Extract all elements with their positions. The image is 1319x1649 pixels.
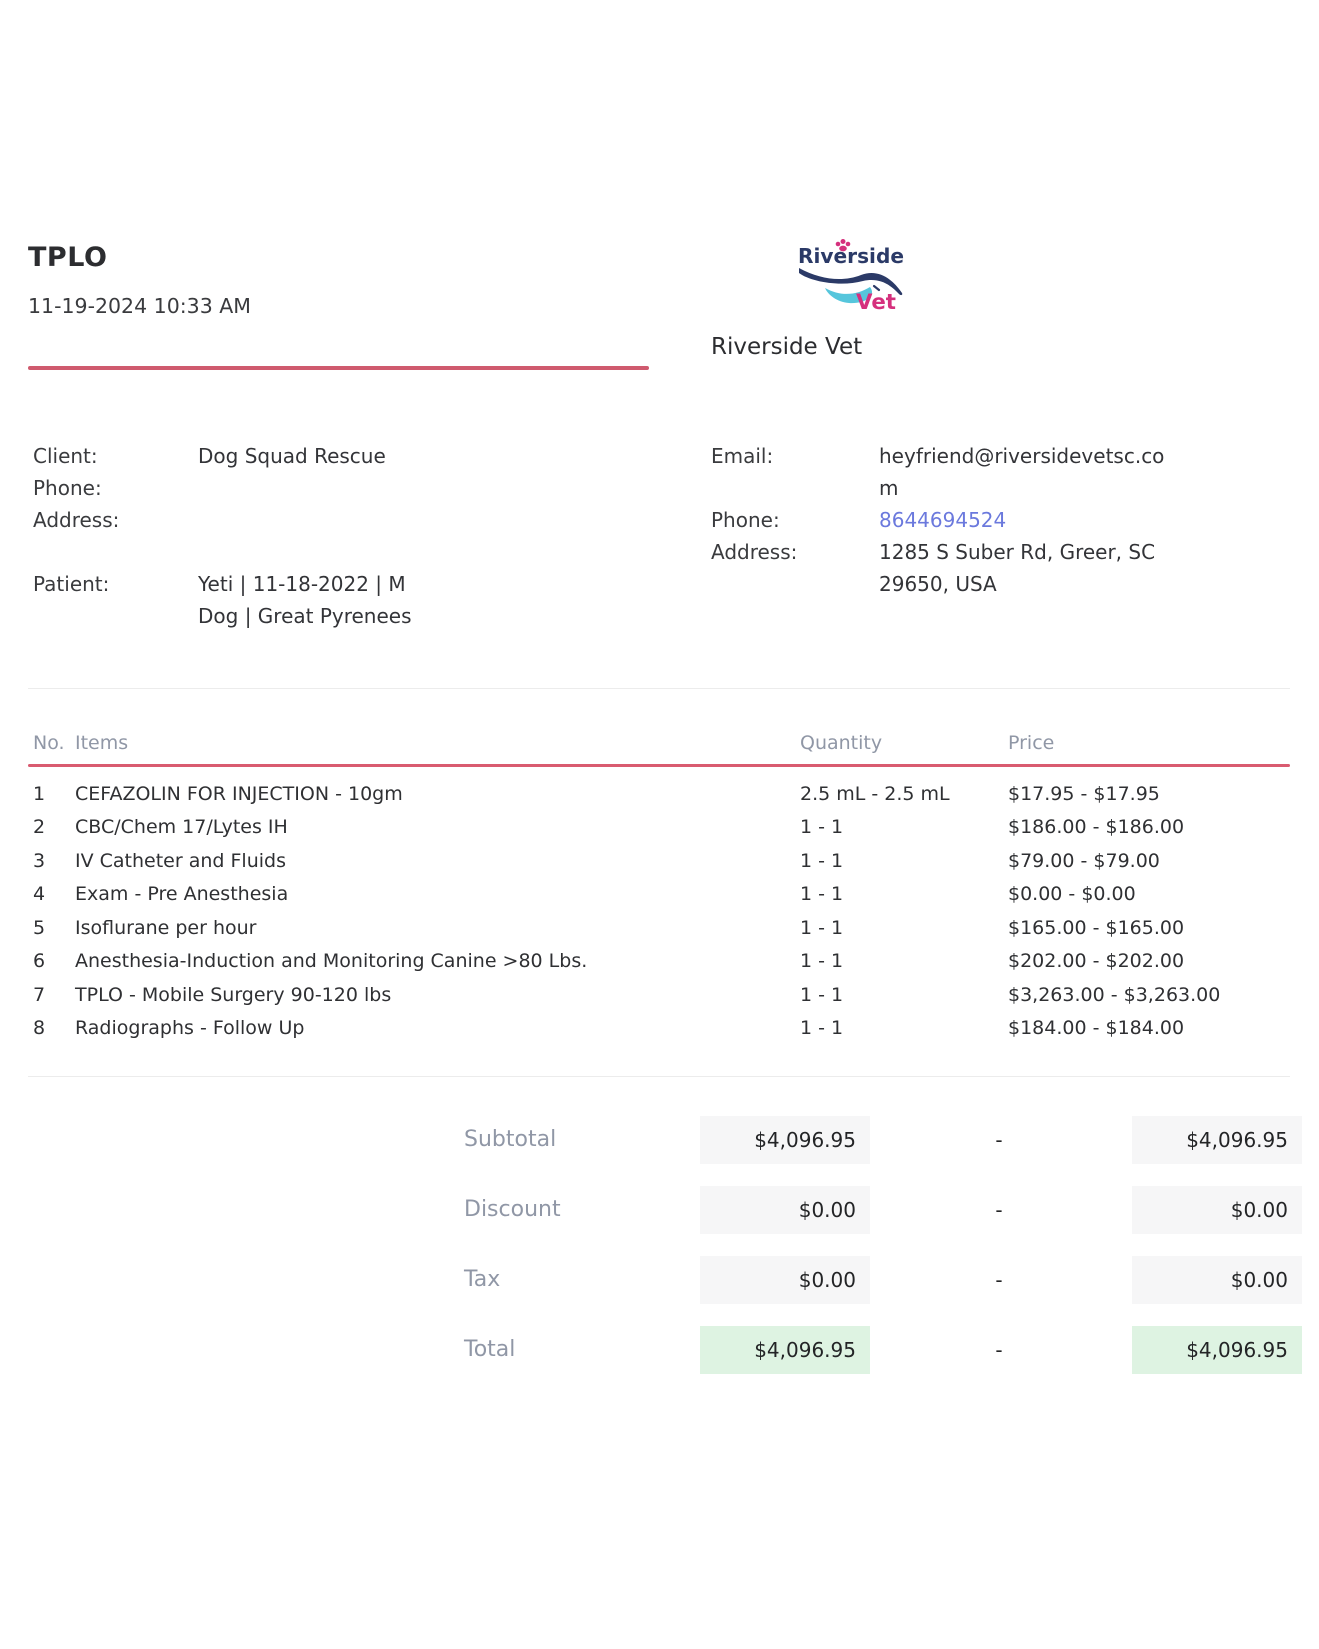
row-number: 1 <box>33 783 46 805</box>
row-number: 6 <box>33 950 46 972</box>
row-number: 3 <box>33 850 46 872</box>
range-dash: - <box>995 1198 1003 1222</box>
clinic-address-line1: 1285 S Suber Rd, Greer, SC <box>879 540 1156 564</box>
logo-vet-text: Vet <box>856 290 896 314</box>
subtotal-low-value: $4,096.95 <box>700 1116 870 1164</box>
clinic-logo <box>797 237 911 317</box>
row-quantity: 1 - 1 <box>800 917 844 939</box>
row-item: IV Catheter and Fluids <box>75 850 286 872</box>
tax-label: Tax <box>464 1267 501 1292</box>
clinic-logo-graphic <box>797 237 911 317</box>
logo-riverside-text: Riverside <box>798 244 904 268</box>
row-quantity: 1 - 1 <box>800 984 844 1006</box>
clinic-address-line2: 29650, USA <box>879 572 997 596</box>
table-row <box>0 912 1319 945</box>
row-price: $17.95 - $17.95 <box>1008 783 1160 805</box>
row-quantity: 1 - 1 <box>800 816 844 838</box>
table-header-items: Items <box>75 732 129 754</box>
clinic-email-line2: m <box>879 476 899 500</box>
row-item: CBC/Chem 17/Lytes IH <box>75 816 288 838</box>
row-quantity: 1 - 1 <box>800 1017 844 1039</box>
row-item: CEFAZOLIN FOR INJECTION - 10gm <box>75 783 403 805</box>
row-number: 8 <box>33 1017 46 1039</box>
clinic-phone-link[interactable]: 8644694524 <box>879 508 1007 532</box>
clinic-phone-label: Phone: <box>711 508 780 532</box>
totals-row-subtotal <box>0 1116 1319 1164</box>
row-number: 2 <box>33 816 46 838</box>
client-label: Client: <box>33 444 98 468</box>
discount-low-value: $0.00 <box>700 1186 870 1234</box>
row-price: $165.00 - $165.00 <box>1008 917 1185 939</box>
range-dash: - <box>995 1268 1003 1292</box>
subtotal-high-value: $4,096.95 <box>1132 1116 1302 1164</box>
client-value: Dog Squad Rescue <box>198 444 386 468</box>
discount-label: Discount <box>464 1197 561 1222</box>
totals-row-tax <box>0 1256 1319 1304</box>
table-row <box>0 878 1319 911</box>
row-quantity: 1 - 1 <box>800 950 844 972</box>
row-quantity: 1 - 1 <box>800 883 844 905</box>
patient-value-line1: Yeti | 11-18-2022 | M <box>198 572 406 596</box>
section-divider-bottom <box>28 1076 1290 1077</box>
table-header-quantity: Quantity <box>800 732 883 754</box>
row-quantity: 2.5 mL - 2.5 mL <box>800 783 950 805</box>
totals-row-total <box>0 1326 1319 1374</box>
table-row <box>0 1012 1319 1045</box>
clinic-address-label: Address: <box>711 540 798 564</box>
patient-label: Patient: <box>33 572 110 596</box>
document-title: TPLO <box>28 242 108 273</box>
row-price: $3,263.00 - $3,263.00 <box>1008 984 1221 1006</box>
table-row <box>0 979 1319 1012</box>
row-item: Anesthesia-Induction and Monitoring Canine >80 Lbs. <box>75 950 588 972</box>
row-price: $186.00 - $186.00 <box>1008 816 1185 838</box>
section-divider-top <box>28 688 1290 689</box>
clinic-email-label: Email: <box>711 444 774 468</box>
table-header-no: No. <box>33 732 65 754</box>
total-label: Total <box>464 1337 516 1362</box>
range-dash: - <box>995 1128 1003 1152</box>
row-number: 4 <box>33 883 46 905</box>
table-row <box>0 945 1319 978</box>
row-price: $79.00 - $79.00 <box>1008 850 1160 872</box>
clinic-name: Riverside Vet <box>711 334 863 360</box>
tax-high-value: $0.00 <box>1132 1256 1302 1304</box>
client-phone-label: Phone: <box>33 476 102 500</box>
row-price: $184.00 - $184.00 <box>1008 1017 1185 1039</box>
row-price: $0.00 - $0.00 <box>1008 883 1136 905</box>
total-high-value: $4,096.95 <box>1132 1326 1302 1374</box>
row-number: 7 <box>33 984 46 1006</box>
total-low-value: $4,096.95 <box>700 1326 870 1374</box>
row-item: Radiographs - Follow Up <box>75 1017 305 1039</box>
row-item: TPLO - Mobile Surgery 90-120 lbs <box>75 984 392 1006</box>
client-address-label: Address: <box>33 508 120 532</box>
title-underline <box>28 366 649 370</box>
table-header-underline <box>28 764 1290 767</box>
table-header-price: Price <box>1008 732 1055 754</box>
row-number: 5 <box>33 917 46 939</box>
totals-row-discount <box>0 1186 1319 1234</box>
row-item: Exam - Pre Anesthesia <box>75 883 289 905</box>
table-row <box>0 778 1319 811</box>
row-quantity: 1 - 1 <box>800 850 844 872</box>
table-row <box>0 845 1319 878</box>
range-dash: - <box>995 1338 1003 1362</box>
document-datetime: 11-19-2024 10:33 AM <box>28 294 251 318</box>
discount-high-value: $0.00 <box>1132 1186 1302 1234</box>
subtotal-label: Subtotal <box>464 1127 557 1152</box>
patient-value-line2: Dog | Great Pyrenees <box>198 604 412 628</box>
tax-low-value: $0.00 <box>700 1256 870 1304</box>
row-item: Isoflurane per hour <box>75 917 257 939</box>
table-row <box>0 811 1319 844</box>
row-price: $202.00 - $202.00 <box>1008 950 1185 972</box>
clinic-email-line1: heyfriend@riversidevetsc.co <box>879 444 1165 468</box>
